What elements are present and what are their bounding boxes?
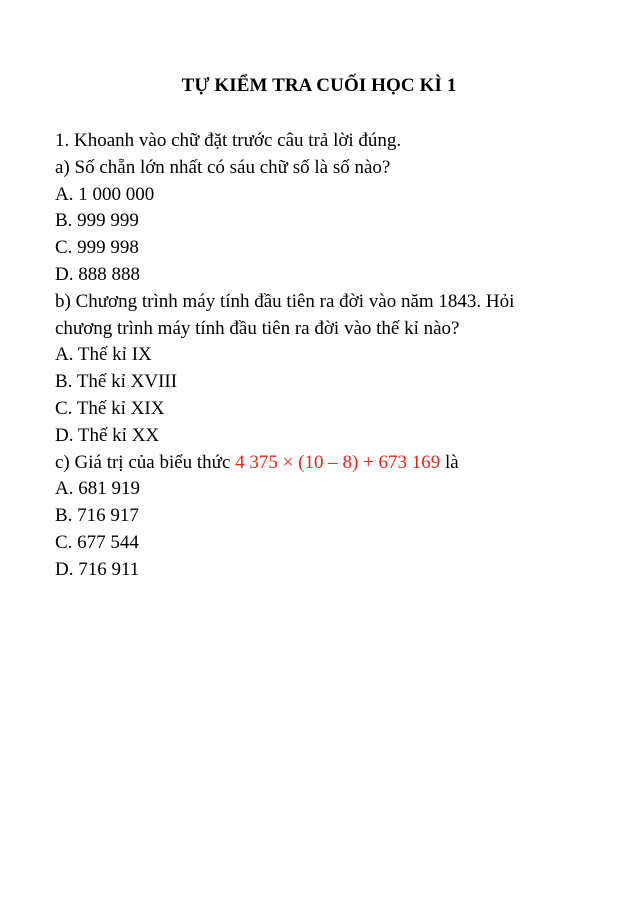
question-1b-text-line1: b) Chương trình máy tính đầu tiên ra đời vào năm 1843. Hỏi	[55, 290, 515, 312]
question-1b-option-a[interactable]: A. Thế kỉ IX	[55, 344, 152, 366]
question-1-prompt: 1. Khoanh vào chữ đặt trước câu trả lời đúng.	[55, 130, 402, 151]
question-1b-option-c[interactable]: C. Thế kỉ XIX	[55, 397, 165, 419]
question-1c-option-b[interactable]: B. 716 917	[55, 505, 139, 527]
question-1a-option-b[interactable]: B. 999 999	[55, 210, 139, 232]
question-1c-prefix: c) Giá trị của biểu thức	[55, 451, 236, 473]
question-1c-text	[55, 450, 615, 477]
question-1a-text: a) Số chẵn lớn nhất có sáu chữ số là số nào?	[55, 156, 391, 178]
question-1c-option-d[interactable]: D. 716 911	[55, 558, 140, 580]
question-1a-option-a[interactable]: A. 1 000 000	[55, 183, 155, 205]
page-title: TỰ KIỂM TRA CUỐI HỌC KÌ 1	[181, 75, 457, 96]
question-1c-suffix: là	[440, 451, 459, 473]
question-1	[55, 128, 615, 584]
question-1c-option-c[interactable]: C. 677 544	[55, 531, 139, 553]
question-1b-option-b[interactable]: B. Thế kỉ XVIII	[55, 371, 178, 393]
question-1c-expression: 4 375 × (10 – 8) + 673 169	[235, 451, 441, 473]
question-1b-option-d[interactable]: D. Thế kỉ XX	[55, 424, 160, 446]
question-1a-option-d[interactable]: D. 888 888	[55, 263, 140, 285]
question-1a-option-c[interactable]: C. 999 998	[55, 237, 139, 259]
question-1b-text-line2: chương trình máy tính đầu tiên ra đời vào thế kỉ nào?	[55, 317, 460, 339]
question-1c-option-a[interactable]: A. 681 919	[55, 478, 140, 500]
